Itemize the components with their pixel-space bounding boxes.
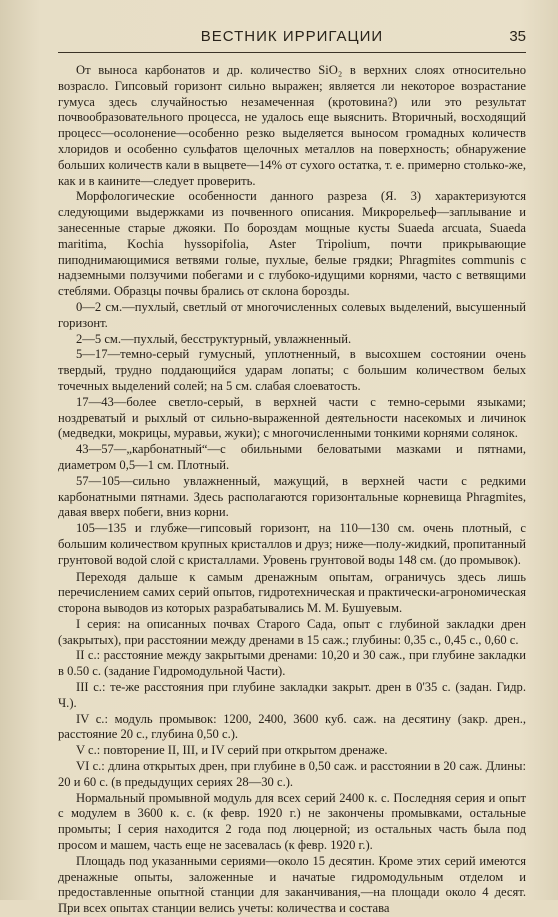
horizon-105-135: 105—135 и глубже—гипсовый горизонт, на 110—130 см. очень плотный, с большим количеством крупных кристаллов и друз; ниже—полу-жидкий, пропитанный грунтовой водой слой с кристаллами. Уровень грунтовой воды 148 см. (до промывок).: [58, 521, 526, 567]
journal-title: ВЕСТНИК ИРРИГАЦИИ: [200, 28, 384, 45]
paragraph-flush-module: Нормальный промывной модуль для всех серий 2400 к. с. Последняя серия и опыт с модулем в 3600 к. с. (к февр. 1920 г.) не закончены промывками, остальные промыты; I серия находится 2 года под люцерной; из остальных часть была под просом и машем, часть еще не засевалась (к февр. 1920 г.).: [58, 790, 526, 853]
series-6: VI с.: длина открытых дрен, при глубине в 0,50 саж. и расстоянии в 20 саж. Длины: 20 и 60 с. (в предыдущих сериях 28—30 с.).: [58, 759, 526, 789]
series-1: I серия: на описанных почвах Старого Сада, опыт с глубиной закладки дрен (закрытых), при расстоянии между дренами в 15 саж.; глубины: 0,35 с., 0,45 с., 0,60 с.: [58, 616, 526, 647]
header-rule: [58, 52, 526, 53]
paragraph-morphology: Морфологические особенности данного разреза (Я. 3) характеризуются следующими выдержками из почвенного описания. Микрорельеф—заплывание и занесенные старые джояки. По бороздам мощные кусты Suaeda arcuata, Suaeda maritima, Kochia hyssopifolia, Aster Tripolium, почти прикрывающие пиподнимающимися ветвями голые, пухлые, белые грядки; Phragmites communis с надземными ползучими побегами и с глубоко-идущими корнями, часто с ветвящими стеблями. Образцы почвы брались от склона борозды.: [58, 189, 526, 299]
horizon-2-5: 2—5 см.—пухлый, бесструктурный, увлажненный.: [76, 331, 352, 346]
series-2: II с.: расстояние между закрытыми дренами: 10,20 и 30 саж., при глубине закладки в 0.50 с. (задание Гидромодульной Части).: [58, 648, 526, 679]
horizon-43-57: 43—57—„карбонатный“—с обильными беловатыми мазками и пятнами, диаметром 0,5—1 см. Плотный.: [58, 442, 526, 472]
paragraph-salt-removal: От выноса карбонатов и др. количество SiO₂ в верхних слоях относительно возрасло. Гипсовый горизонт сильно выражен; является ли некоторое возрастание гумуса здесь случайностью незамеченная (кротовина?) или это результат почвообразовательного процесса, не удалось еще выяснить. Вторичный, восходящий процесс—осолонение—особенно резко выделяется выносом громадных количеств хлоридов и особенно сульфатов щелочных металлов на поверхность; обнаружение больших количеств кали в выцвете—14% от сухого остатка, т. е. примерно столько-же, как и в каините—следует проверить.: [58, 63, 526, 188]
article-body: [58, 63, 526, 917]
running-header: [58, 28, 526, 48]
horizon-5-17: 5—17—темно-серый гумусный, уплотненный, в высохшем состоянии очень твердый, трудно поддающийся ударам лопаты; с большим количеством белых точечных выделений солей; на 5 см. слабая слоеватость.: [58, 347, 526, 393]
horizon-0-2: 0—2 см.—пухлый, светлый от многочисленных солевых выделений, высушенный горизонт.: [58, 299, 526, 330]
horizon-57-105: 57—105—сильно увлажненный, мажущий, в верхней части с редкими карбонатными пятнами. Здесь располагаются горизонтальные корневища Phragmites, давая вверх побеги, вниз корни.: [58, 473, 526, 520]
horizon-17-43: 17—43—более светло-серый, в верхней части с темно-серыми языками; ноздреватый и рыхлый от сильно-выраженной деятельности насекомых и личинок (медведки, мокрицы, муравьи, жуки); с многочисленными тонкими корнями солянок.: [58, 394, 526, 441]
page-number: 35: [509, 28, 526, 45]
series-3: III с.: те-же расстояния при глубине закладки закрыт. дрен в 0'35 с. (задан. Гидр. Ч.).: [58, 680, 526, 710]
paragraph-area: Площадь под указанными сериями—около 15 десятин. Кроме этих серий имеются дренажные опыты, заложенные и начатые гидромодульным отделом и предоставленные опытной станции для заканчивания,—на площади около 4 десят. При всех опытах станции велись учеты: количества и состава: [58, 853, 526, 916]
series-4: IV с.: модуль промывок: 1200, 2400, 3600 куб. саж. на десятину (закр. дрен., расстояние 20 с., глубина 0,50 с.).: [58, 711, 526, 742]
series-5: V с.: повторение II, III, и IV серий при открытом дренаже.: [76, 743, 388, 758]
paragraph-drainage-intro: Переходя дальше к самым дренажным опытам, ограничусь здесь лишь перечислением самих серий опытов, гидротехническая и практически-агрономическая сторона выводов из которых разрабатывались М. М. Бушуевым.: [58, 569, 526, 616]
